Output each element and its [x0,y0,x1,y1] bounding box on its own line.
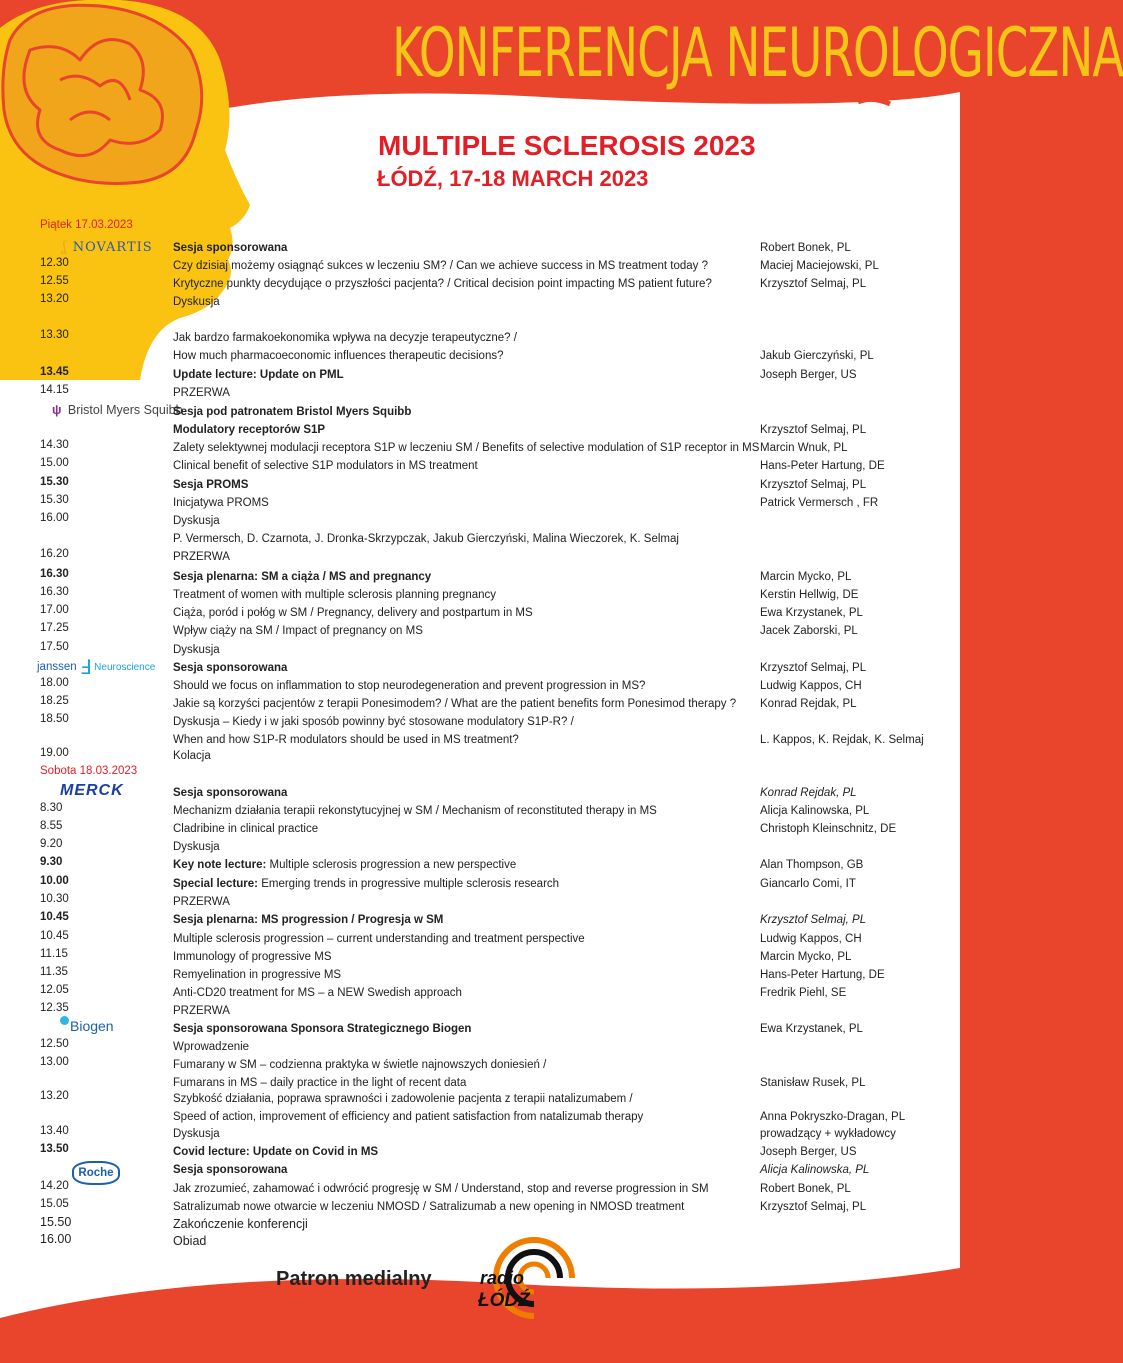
speaker-name: Fredrik Piehl, SE [760,987,847,999]
program-row [0,275,960,293]
program-row [0,820,960,838]
speaker-name: Konrad Rejdak, PL [760,787,857,799]
janssen-logo: janssen Ⅎ Neuroscience [37,657,156,679]
speaker-name: Ewa Krzystanek, PL [760,1023,863,1035]
session-time: 16.00 [40,512,69,524]
session-title-line: Sesja plenarna: MS progression / Progresja w SM [173,914,444,926]
session-title-line: Dyskusja [173,841,220,853]
session-title-line: Inicjatywa PROMS [173,497,269,509]
roche-logo: Roche [72,1161,120,1185]
session-title-line: Mechanizm działania terapii rekonstytucyjnej w SM / Mechanism of reconstituted therapy in MS [173,805,657,817]
session-title [173,856,753,874]
session-time: 16.20 [40,548,69,560]
session-title [173,329,753,347]
session-title-line: Krytyczne punkty decydujące o przyszłości pacjenta? / Critical decision point impacting MS patient future? [173,278,712,290]
session-time: 13.40 [40,1125,69,1137]
speaker-name: Hans-Peter Hartung, DE [760,460,885,472]
session-time: 13.50 [40,1143,69,1155]
session-title-line: P. Vermersch, D. Czarnota, J. Dronka-Skrzypczak, Jakub Gierczyński, Malina Wieczorek, K. Selmaj [173,533,679,545]
session-title-line: Dyskusja [173,515,220,527]
program-row [0,948,960,966]
session-title [173,1215,753,1233]
session-time: 11.15 [40,948,68,960]
session-title-line: Sesja sponsorowana [173,662,288,674]
session-time: 14.20 [40,1180,69,1192]
program-row [0,1090,960,1126]
speaker-name: Alicja Kalinowska, PL [760,805,870,817]
session-title [173,677,753,695]
program-row [0,1143,960,1161]
session-title-line: Ciąża, poród i połóg w SM / Pregnancy, delivery and postpartum in MS [173,607,533,619]
speaker-name: Maciej Maciejowski, PL [760,260,879,272]
session-title [173,1232,753,1250]
session-title [173,421,753,439]
radio-word: radio [480,1268,525,1288]
session-title-line: When and how S1P-R modulators should be used in MS treatment? [173,734,519,746]
speaker-name: Ludwig Kappos, CH [760,933,862,945]
session-title-rest: Emerging trends in progressive multiple sclerosis research [258,878,560,890]
session-title-line: Sesja sponsorowana [173,787,288,799]
session-title [173,1161,753,1179]
program-row [0,1215,960,1233]
speaker-name: Giancarlo Comi, IT [760,878,856,890]
speaker-name: Krzysztof Selmaj, PL [760,1201,867,1213]
session-title [173,784,753,802]
program-row [0,384,960,402]
session-title-line: Zalety selektywnej modulacji receptora S1P w leczeniu SM / Benefits of selective modulation of S1P receptor in MS [173,442,760,454]
session-title [173,1125,753,1143]
session-title [173,530,753,548]
speaker-name: Alicja Kalinowska, PL [760,1164,870,1176]
speaker-name: Alan Thompson, GB [760,859,864,871]
session-title [173,548,753,566]
bms-logo: ψ Bristol Myers Squibb [52,403,183,417]
program-row [0,421,960,439]
speaker-name: Marcin Wnuk, PL [760,442,848,454]
session-title-line: PRZERWA [173,387,230,399]
program-row [0,568,960,586]
event-title: MULTIPLE SCLEROSIS 2023 [378,130,756,161]
janssen-swoosh-icon: Ⅎ [79,657,92,679]
session-time: 8.30 [40,802,63,814]
session-time: 16.30 [40,586,69,598]
session-title-line: Anti-CD20 treatment for MS – a NEW Swedish approach [173,987,462,999]
biogen-logo: Biogen [60,1016,114,1034]
session-title-line: Sesja PROMS [173,479,249,491]
session-time: 18.25 [40,695,69,707]
program-row [0,530,960,548]
session-title-line-2: Fumarans in MS – daily practice in the light of recent data [173,1077,467,1089]
session-time: 10.45 [40,911,69,923]
session-title-line: Sesja plenarna: SM a ciąża / MS and pregnancy [173,571,432,583]
session-title-line: Dyskusja [173,1128,220,1140]
session-title-line: Czy dzisiaj możemy osiągnąć sukces w leczeniu SM? / Can we achieve success in MS treatment today ? [173,260,708,272]
speaker-name: Krzysztof Selmaj, PL [760,424,867,436]
session-time: 10.00 [40,875,69,887]
program-row [0,548,960,566]
session-title [173,476,753,494]
speaker-name: Konrad Rejdak, PL [760,698,857,710]
program-row [0,677,960,695]
session-title-line: Szybkość działania, poprawa sprawności i zadowolenie pacjenta z terapii natalizumabem / [173,1093,633,1105]
program-row [0,695,960,713]
program-row [0,930,960,948]
program-row [0,1180,960,1198]
program-row [0,457,960,475]
session-title-line: Obiad [173,1234,207,1248]
session-title-line: PRZERWA [173,1005,230,1017]
session-title-prefix: Key note lecture: [173,859,267,871]
session-time: 12.55 [40,275,69,287]
day-header-saturday: Sobota 18.03.2023 [40,765,138,777]
program-row [0,1020,960,1038]
program-row [0,494,960,512]
session-title [173,838,753,856]
session-time: 12.35 [40,1002,69,1014]
event-date-location: ŁÓDŹ, 17-18 MARCH 2023 [377,166,649,191]
session-time: 10.45 [40,930,69,942]
session-title [173,568,753,586]
session-title-line: Sesja pod patronatem Bristol Myers Squibb [173,406,412,418]
session-time: 8.55 [40,820,63,832]
brain-illustration [3,5,202,183]
novartis-flame-icon: ʆ [62,239,68,255]
session-title [173,622,753,640]
session-title [173,695,753,713]
program-row [0,984,960,1002]
speaker-name: Kerstin Hellwig, DE [760,589,859,601]
program-row [0,747,960,765]
speaker-name: Joseph Berger, US [760,1146,857,1158]
session-title-rest: Multiple sclerosis progression a new perspective [266,859,517,871]
session-time: 13.20 [40,293,69,305]
speaker-name: Krzysztof Selmaj, PL [760,662,867,674]
session-title-line: Dyskusja [173,644,220,656]
speaker-name: Marcin Mycko, PL [760,951,852,963]
merck-logo: MERCK [60,782,124,799]
session-title [173,930,753,948]
lodz-word: ŁÓDŹ [478,1290,530,1311]
program-row [0,1038,960,1056]
program-row [0,439,960,457]
session-title [173,604,753,622]
session-title-line: Sesja sponsorowana [173,242,288,254]
session-time: 12.50 [40,1038,69,1050]
session-title-line: Kolacja [173,750,211,762]
session-title [173,1020,753,1038]
speaker-name: Hans-Peter Hartung, DE [760,969,885,981]
speaker-name: Krzysztof Selmaj, PL [760,278,867,290]
session-title-line: Jakie są korzyści pacjentów z terapii Ponesimodem? / What are the patient benefits form Ponesimod therapy ? [173,698,737,710]
session-title-line: Jak bardzo farmakoekonomika wpływa na decyzje terapeutyczne? / [173,332,517,344]
session-time: 12.30 [40,257,69,269]
session-title [173,366,753,384]
session-time: 15.30 [40,494,69,506]
speaker-name: Marcin Mycko, PL [760,571,852,583]
session-title-line: Update lecture: Update on PML [173,369,344,381]
program-row [0,1198,960,1216]
program-row [0,784,960,802]
session-time: 16.30 [40,568,69,580]
session-time: 17.50 [40,641,69,653]
session-title [173,347,753,365]
program-row [0,911,960,929]
speaker-name: Joseph Berger, US [760,369,857,381]
session-title [173,1143,753,1161]
session-time: 15.00 [40,457,69,469]
session-title [173,802,753,820]
speaker-name: Krzysztof Selmaj, PL [760,914,867,926]
program-row [0,893,960,911]
program-row [0,239,960,257]
speaker-name: Jacek Zaborski, PL [760,625,858,637]
session-title [173,1038,753,1056]
session-title-line: Zakończenie konferencji [173,1217,308,1231]
session-title [173,239,753,257]
session-title-line: Should we focus on inflammation to stop neurodegeneration and prevent progression in MS? [173,680,646,692]
day-header-friday: Piątek 17.03.2023 [40,219,133,231]
session-time: 13.30 [40,329,69,341]
session-time: 16.00 [40,1232,72,1246]
session-title [173,820,753,838]
program-row [0,403,960,421]
program-row [0,1002,960,1020]
session-time: 18.00 [40,677,69,689]
session-title [173,275,753,293]
session-title [173,512,753,530]
program-row [0,347,960,365]
session-time: 10.30 [40,893,69,905]
session-title-line: Dyskusja – Kiedy i w jaki sposób powinny być stosowane modulatory S1P-R? / [173,716,574,728]
speaker-name: Ludwig Kappos, CH [760,680,862,692]
session-title-line: Multiple sclerosis progression – current understanding and treatment perspective [173,933,585,945]
session-title-line: Sesja sponsorowana [173,1164,288,1176]
session-time: 19.00 [40,747,69,759]
program-row [0,1161,960,1179]
session-title-line: Jak zrozumieć, zahamować i odwrócić progresję w SM / Understand, stop and reverse progression in SM [173,1183,709,1195]
session-title [173,257,753,275]
speaker-name: Stanisław Rusek, PL [760,1077,866,1089]
session-time: 14.30 [40,439,69,451]
program-row [0,622,960,640]
session-time: 15.05 [40,1198,69,1210]
program-row [0,512,960,530]
session-title [173,948,753,966]
speaker-name: Jakub Gierczyński, PL [760,350,874,362]
session-title [173,403,753,421]
session-title-line: Treatment of women with multiple sclerosis planning pregnancy [173,589,497,601]
session-time: 13.00 [40,1056,69,1068]
session-title-line: Clinical benefit of selective S1P modulators in MS treatment [173,460,478,472]
speaker-name: Robert Bonek, PL [760,242,851,254]
session-title [173,439,760,457]
session-title-line: Satralizumab nowe otwarcie w leczeniu NMOSD / Satralizumab a new opening in NMOSD treatment [173,1201,685,1213]
program-row [0,366,960,384]
session-time: 12.05 [40,984,69,996]
session-title [173,1056,753,1092]
bms-mark-icon: ψ [52,403,62,417]
speaker-name: prowadzący + wykładowcy [760,1128,896,1140]
session-title [173,1002,753,1020]
session-title-line: Wpływ ciąży na SM / Impact of pregnancy on MS [173,625,423,637]
session-title-line: Sesja sponsorowana Sponsora Strategicznego Biogen [173,1023,472,1035]
session-time: 9.20 [40,838,63,850]
session-title [173,457,753,475]
session-title-line: How much pharmacoeconomic influences therapeutic decisions? [173,350,504,362]
program-row [0,659,960,677]
session-title-line: Modulatory receptorów S1P [173,424,326,436]
speaker-name: Krzysztof Selmaj, PL [760,479,867,491]
session-title [173,586,753,604]
speaker-name: Robert Bonek, PL [760,1183,851,1195]
program-row [0,604,960,622]
session-title [173,384,753,402]
program-row [0,257,960,275]
session-title [173,893,753,911]
session-title-prefix: Special lecture: [173,878,259,890]
speaker-name: Anna Pokryszko-Dragan, PL [760,1111,906,1123]
session-title-line: Immunology of progressive MS [173,951,332,963]
session-time: 13.20 [40,1090,69,1102]
program-row [0,1125,960,1143]
program-row [0,641,960,659]
speaker-name: Patrick Vermersch , FR [760,497,879,509]
program-row [0,856,960,874]
novartis-logo: ʆ NOVARTIS [62,239,153,255]
session-time: 11.35 [40,966,68,978]
session-title [173,1198,753,1216]
session-title [173,659,753,677]
session-title [173,966,753,984]
session-title [173,875,753,893]
speaker-name: Christoph Kleinschnitz, DE [760,823,897,835]
session-time: 18.50 [40,713,69,725]
session-time: 15.50 [40,1215,72,1229]
program-row [0,802,960,820]
session-title [173,1180,753,1198]
session-time: 14.15 [40,384,69,396]
session-title [173,293,753,311]
session-title-line: Remyelination in progressive MS [173,969,342,981]
session-title-line: Dyskusja [173,296,220,308]
program-row [0,586,960,604]
program-row [0,293,960,311]
program-row [0,329,960,347]
session-title [173,494,753,512]
session-title [173,1090,753,1126]
session-time: 9.30 [40,856,63,868]
session-title-line: Cladribine in clinical practice [173,823,319,835]
program-row [0,476,960,494]
program-row [0,1056,960,1092]
session-time: 17.25 [40,622,69,634]
program-row [0,838,960,856]
session-title [173,984,753,1002]
session-title-line: PRZERWA [173,551,230,563]
session-title-line-2: Speed of action, improvement of efficiency and patient satisfaction from natalizumab therapy [173,1111,644,1123]
program-row [0,713,960,731]
session-title [173,911,753,929]
session-title-line: PRZERWA [173,896,230,908]
session-title [173,713,753,731]
program-row [0,875,960,893]
program-row [0,966,960,984]
conference-banner: KONFERENCJA NEUROLOGICZNA [392,15,1123,93]
speaker-name: L. Kappos, K. Rejdak, K. Selmaj [760,734,924,746]
session-time: 15.30 [40,476,69,488]
session-time: 13.45 [40,366,69,378]
session-title-line: Wprowadzenie [173,1041,250,1053]
speaker-name: Ewa Krzystanek, PL [760,607,863,619]
session-title [173,641,753,659]
media-patron-label: Patron medialny [276,1268,432,1290]
session-time: 17.00 [40,604,69,616]
session-title [173,747,753,765]
session-title-line: Covid lecture: Update on Covid in MS [173,1146,379,1158]
session-title-line: Fumarany w SM – codzienna praktyka w świetle najnowszych doniesień / [173,1059,547,1071]
